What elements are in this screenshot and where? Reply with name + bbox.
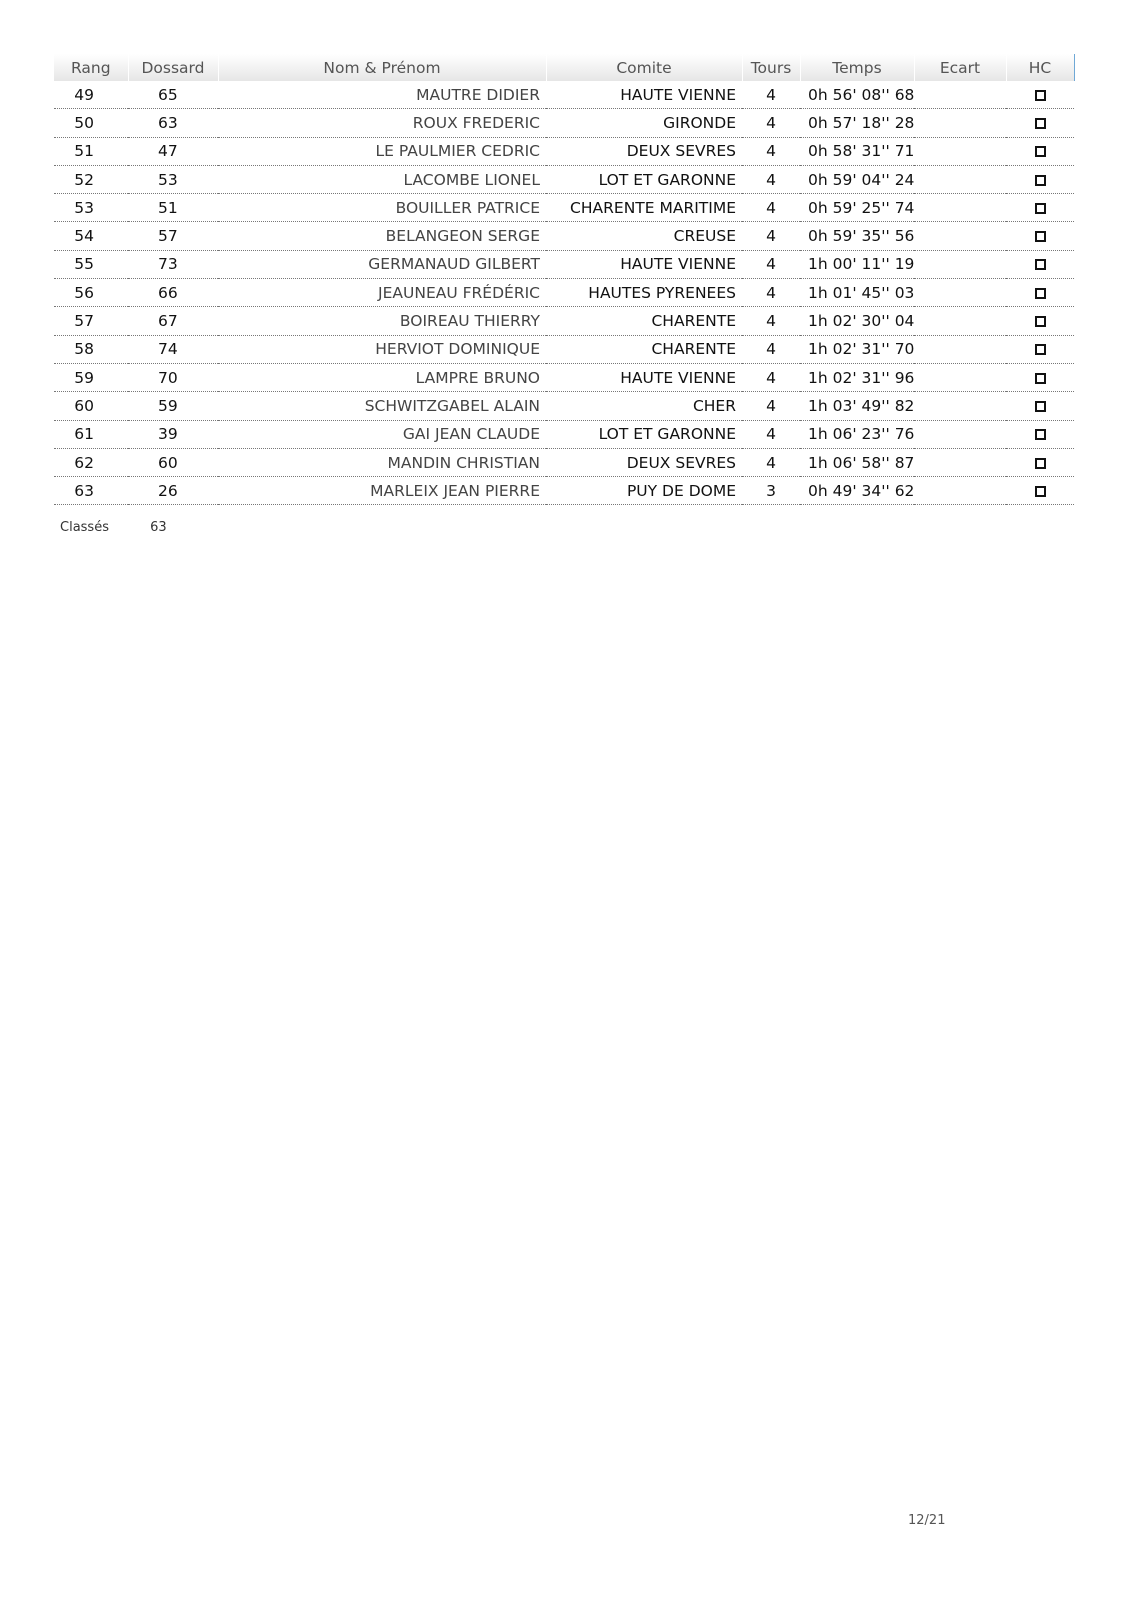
table-row — [54, 448, 1074, 476]
hc-checkbox-icon — [1035, 401, 1046, 412]
cell-hc — [1006, 448, 1074, 476]
col-header-rank: Rang — [54, 54, 128, 81]
cell-bib: 65 — [128, 81, 218, 109]
cell-time: 1h 02' 30'' 04 — [800, 307, 914, 335]
table-row — [54, 363, 1074, 391]
cell-time: 0h 49' 34'' 62 — [800, 477, 914, 505]
cell-name: HERVIOT DOMINIQUE — [218, 335, 546, 363]
cell-tours: 3 — [742, 477, 800, 505]
cell-name: BOUILLER PATRICE — [218, 194, 546, 222]
hc-checkbox-icon — [1035, 90, 1046, 101]
cell-rank: 53 — [54, 194, 128, 222]
cell-tours: 4 — [742, 420, 800, 448]
cell-bib: 47 — [128, 137, 218, 165]
cell-tours: 4 — [742, 109, 800, 137]
cell-comite: CREUSE — [546, 222, 742, 250]
hc-checkbox-icon — [1035, 288, 1046, 299]
hc-checkbox-icon — [1035, 486, 1046, 497]
cell-comite: HAUTE VIENNE — [546, 81, 742, 109]
cell-rank: 56 — [54, 279, 128, 307]
cell-hc — [1006, 81, 1074, 109]
col-header-name: Nom & Prénom — [218, 54, 546, 81]
cell-hc — [1006, 307, 1074, 335]
cell-name: LACOMBE LIONEL — [218, 165, 546, 193]
cell-comite: HAUTE VIENNE — [546, 250, 742, 278]
cell-comite: HAUTES PYRENEES — [546, 279, 742, 307]
hc-checkbox-icon — [1035, 316, 1046, 327]
cell-rank: 57 — [54, 307, 128, 335]
cell-rank: 55 — [54, 250, 128, 278]
cell-gap — [914, 420, 1006, 448]
results-body — [54, 81, 1074, 505]
cell-gap — [914, 307, 1006, 335]
cell-name: GERMANAUD GILBERT — [218, 250, 546, 278]
cell-rank: 51 — [54, 137, 128, 165]
cell-gap — [914, 392, 1006, 420]
cell-comite: CHARENTE — [546, 307, 742, 335]
cell-hc — [1006, 109, 1074, 137]
cell-time: 0h 58' 31'' 71 — [800, 137, 914, 165]
page-number: 12/21 — [908, 1513, 946, 1528]
cell-comite: DEUX SEVRES — [546, 137, 742, 165]
cell-comite: CHARENTE MARITIME — [546, 194, 742, 222]
cell-rank: 60 — [54, 392, 128, 420]
cell-tours: 4 — [742, 250, 800, 278]
cell-bib: 57 — [128, 222, 218, 250]
cell-hc — [1006, 222, 1074, 250]
col-header-time: Temps — [800, 54, 914, 81]
cell-tours: 4 — [742, 279, 800, 307]
cell-tours: 4 — [742, 137, 800, 165]
table-row — [54, 222, 1074, 250]
cell-time: 0h 59' 25'' 74 — [800, 194, 914, 222]
cell-time: 0h 59' 04'' 24 — [800, 165, 914, 193]
cell-name: JEAUNEAU FRÉDÉRIC — [218, 279, 546, 307]
table-row — [54, 392, 1074, 420]
cell-hc — [1006, 137, 1074, 165]
cell-rank: 61 — [54, 420, 128, 448]
cell-comite: PUY DE DOME — [546, 477, 742, 505]
cell-tours: 4 — [742, 448, 800, 476]
cell-time: 0h 56' 08'' 68 — [800, 81, 914, 109]
table-row — [54, 81, 1074, 109]
col-header-tours: Tours — [742, 54, 800, 81]
hc-checkbox-icon — [1035, 344, 1046, 355]
cell-name: BELANGEON SERGE — [218, 222, 546, 250]
cell-hc — [1006, 335, 1074, 363]
cell-name: BOIREAU THIERRY — [218, 307, 546, 335]
cell-bib: 51 — [128, 194, 218, 222]
cell-gap — [914, 109, 1006, 137]
hc-checkbox-icon — [1035, 259, 1046, 270]
cell-tours: 4 — [742, 363, 800, 391]
cell-bib: 60 — [128, 448, 218, 476]
cell-tours: 4 — [742, 222, 800, 250]
cell-time: 1h 00' 11'' 19 — [800, 250, 914, 278]
cell-rank: 59 — [54, 363, 128, 391]
cell-gap — [914, 137, 1006, 165]
cell-gap — [914, 250, 1006, 278]
cell-time: 1h 03' 49'' 82 — [800, 392, 914, 420]
cell-bib: 74 — [128, 335, 218, 363]
hc-checkbox-icon — [1035, 146, 1046, 157]
cell-hc — [1006, 194, 1074, 222]
results-table — [54, 54, 1075, 505]
cell-comite: DEUX SEVRES — [546, 448, 742, 476]
table-row — [54, 307, 1074, 335]
cell-hc — [1006, 392, 1074, 420]
table-row — [54, 109, 1074, 137]
cell-comite: LOT ET GARONNE — [546, 420, 742, 448]
cell-gap — [914, 448, 1006, 476]
table-row — [54, 420, 1074, 448]
cell-comite: LOT ET GARONNE — [546, 165, 742, 193]
cell-name: MAUTRE DIDIER — [218, 81, 546, 109]
cell-tours: 4 — [742, 194, 800, 222]
hc-checkbox-icon — [1035, 118, 1046, 129]
cell-bib: 66 — [128, 279, 218, 307]
table-row — [54, 194, 1074, 222]
cell-time: 1h 06' 23'' 76 — [800, 420, 914, 448]
col-header-bib: Dossard — [128, 54, 218, 81]
col-header-gap: Ecart — [914, 54, 1006, 81]
col-header-hc: HC — [1006, 54, 1074, 81]
cell-hc — [1006, 477, 1074, 505]
cell-name: MANDIN CHRISTIAN — [218, 448, 546, 476]
table-row — [54, 335, 1074, 363]
hc-checkbox-icon — [1035, 458, 1046, 469]
cell-name: SCHWITZGABEL ALAIN — [218, 392, 546, 420]
cell-bib: 39 — [128, 420, 218, 448]
cell-gap — [914, 363, 1006, 391]
cell-name: GAI JEAN CLAUDE — [218, 420, 546, 448]
cell-rank: 49 — [54, 81, 128, 109]
hc-checkbox-icon — [1035, 429, 1046, 440]
cell-gap — [914, 222, 1006, 250]
cell-comite: CHER — [546, 392, 742, 420]
table-row — [54, 137, 1074, 165]
cell-bib: 70 — [128, 363, 218, 391]
cell-hc — [1006, 250, 1074, 278]
classified-count: 63 — [150, 520, 167, 535]
cell-tours: 4 — [742, 307, 800, 335]
cell-hc — [1006, 363, 1074, 391]
cell-time: 1h 01' 45'' 03 — [800, 279, 914, 307]
classified-label: Classés — [60, 520, 109, 535]
hc-checkbox-icon — [1035, 373, 1046, 384]
classified-summary — [60, 520, 167, 535]
table-row — [54, 165, 1074, 193]
cell-rank: 58 — [54, 335, 128, 363]
cell-gap — [914, 477, 1006, 505]
table-row — [54, 250, 1074, 278]
cell-comite: CHARENTE — [546, 335, 742, 363]
cell-hc — [1006, 420, 1074, 448]
cell-tours: 4 — [742, 392, 800, 420]
cell-rank: 52 — [54, 165, 128, 193]
cell-bib: 63 — [128, 109, 218, 137]
cell-tours: 4 — [742, 81, 800, 109]
cell-rank: 50 — [54, 109, 128, 137]
table-row — [54, 477, 1074, 505]
cell-name: LAMPRE BRUNO — [218, 363, 546, 391]
cell-comite: HAUTE VIENNE — [546, 363, 742, 391]
cell-comite: GIRONDE — [546, 109, 742, 137]
cell-bib: 59 — [128, 392, 218, 420]
cell-time: 0h 59' 35'' 56 — [800, 222, 914, 250]
cell-rank: 62 — [54, 448, 128, 476]
cell-gap — [914, 81, 1006, 109]
hc-checkbox-icon — [1035, 175, 1046, 186]
cell-name: MARLEIX JEAN PIERRE — [218, 477, 546, 505]
cell-bib: 67 — [128, 307, 218, 335]
cell-rank: 54 — [54, 222, 128, 250]
cell-rank: 63 — [54, 477, 128, 505]
cell-tours: 4 — [742, 165, 800, 193]
cell-gap — [914, 165, 1006, 193]
cell-hc — [1006, 165, 1074, 193]
cell-bib: 53 — [128, 165, 218, 193]
cell-time: 1h 02' 31'' 70 — [800, 335, 914, 363]
hc-checkbox-icon — [1035, 203, 1046, 214]
hc-checkbox-icon — [1035, 231, 1046, 242]
cell-time: 1h 02' 31'' 96 — [800, 363, 914, 391]
cell-name: LE PAULMIER CEDRIC — [218, 137, 546, 165]
table-row — [54, 279, 1074, 307]
col-header-comite: Comite — [546, 54, 742, 81]
header-row — [54, 54, 1074, 81]
cell-name: ROUX FREDERIC — [218, 109, 546, 137]
cell-gap — [914, 194, 1006, 222]
cell-bib: 73 — [128, 250, 218, 278]
cell-time: 1h 06' 58'' 87 — [800, 448, 914, 476]
cell-hc — [1006, 279, 1074, 307]
cell-time: 0h 57' 18'' 28 — [800, 109, 914, 137]
cell-gap — [914, 335, 1006, 363]
cell-gap — [914, 279, 1006, 307]
cell-bib: 26 — [128, 477, 218, 505]
cell-tours: 4 — [742, 335, 800, 363]
